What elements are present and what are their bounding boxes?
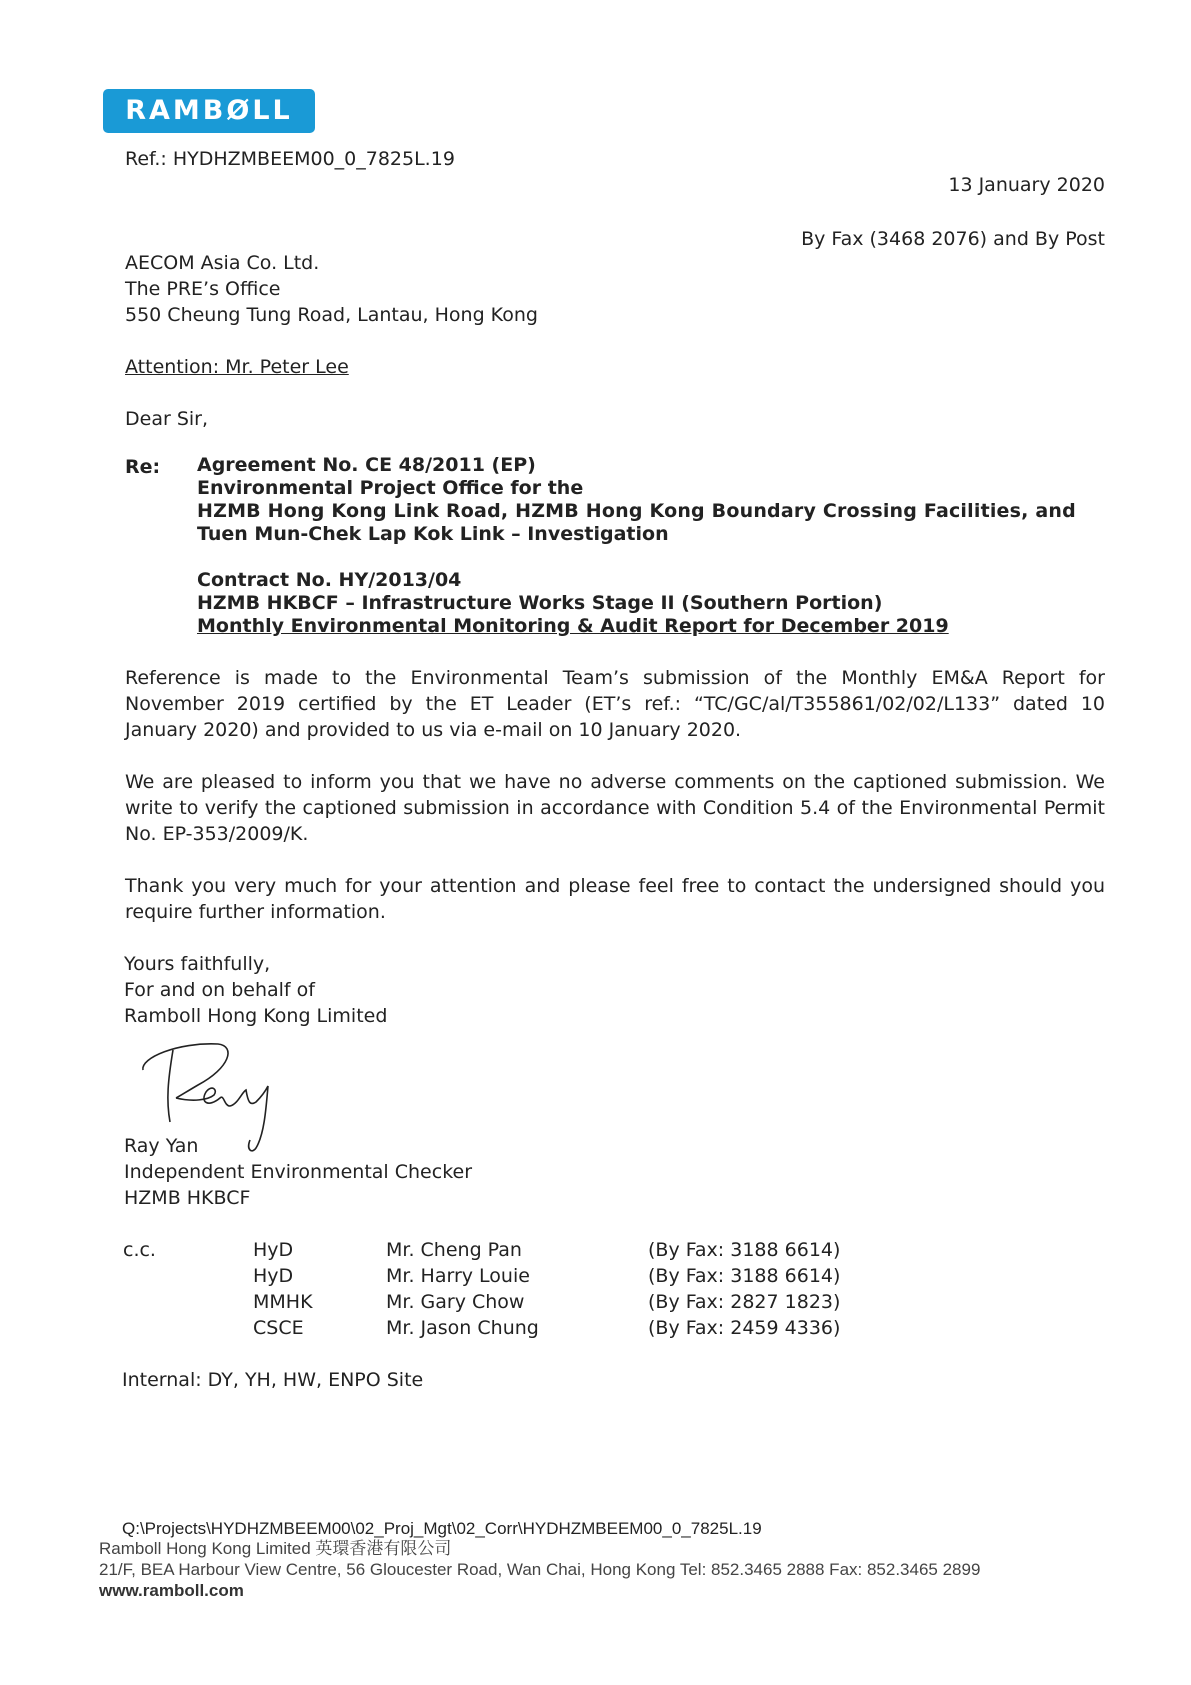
re-label: Re: bbox=[125, 456, 161, 478]
cc-name: Mr. Gary Chow bbox=[386, 1291, 525, 1313]
paragraph-thanks: Thank you very much for your attention and please feel free to contact the undersigned should you require further information. bbox=[125, 875, 1105, 923]
delivery-method: By Fax (3468 2076) and By Post bbox=[801, 228, 1105, 250]
cc-name: Mr. Jason Chung bbox=[386, 1317, 539, 1339]
cc-fax: (By Fax: 3188 6614) bbox=[648, 1265, 841, 1287]
footer-address: 21/F, BEA Harbour View Centre, 56 Gloucester Road, Wan Chai, Hong Kong Tel: 852.3465 2888 Fax: 852.3465 2899 bbox=[99, 1560, 981, 1579]
cc-fax: (By Fax: 3188 6614) bbox=[648, 1239, 841, 1261]
paragraph-reference: Reference is made to the Environmental Team’s submission of the Monthly EM&A Report for November 2019 certified by the ET Leader (ET’s ref.: “TC/GC/al/T355861/02/02/L133” dated 10 January 2020) and provided to us via e-mail on 10 January 2020. bbox=[125, 667, 1105, 741]
recipient-address bbox=[125, 250, 538, 328]
footer-company: Ramboll Hong Kong Limited 英環香港有限公司 bbox=[99, 1539, 452, 1558]
signatory-title: Independent Environmental Checker bbox=[124, 1161, 473, 1183]
cc-org: CSCE bbox=[253, 1317, 304, 1339]
subject-project: HZMB Hong Kong Link Road, HZMB Hong Kong Boundary Crossing Facilities, and bbox=[197, 500, 1076, 522]
cc-org: HyD bbox=[253, 1265, 294, 1287]
subject-office: Environmental Project Office for the bbox=[197, 477, 584, 499]
salutation: Dear Sir, bbox=[125, 408, 209, 430]
paragraph-verification: We are pleased to inform you that we have no adverse comments on the captioned submission. We write to verify the captioned submission in accordance with Condition 5.4 of the Environmental Permit No. EP-353/2009/K. bbox=[125, 771, 1105, 845]
letter-date: 13 January 2020 bbox=[948, 174, 1105, 196]
subject-works: HZMB HKBCF – Infrastructure Works Stage II (Southern Portion) bbox=[197, 592, 883, 614]
reference-number: Ref.: HYDHZMBEEM00_0_7825L.19 bbox=[125, 148, 455, 170]
subject-contract: Contract No. HY/2013/04 bbox=[197, 569, 462, 591]
cc-fax: (By Fax: 2827 1823) bbox=[648, 1291, 841, 1313]
cc-list bbox=[0, 1237, 1191, 1341]
cc-label: c.c. bbox=[123, 1239, 156, 1261]
cc-org: MMHK bbox=[253, 1291, 313, 1313]
subject-report: Monthly Environmental Monitoring & Audit Report for December 2019 bbox=[197, 615, 949, 637]
subject-agreement: Agreement No. CE 48/2011 (EP) bbox=[197, 454, 536, 476]
cc-name: Mr. Cheng Pan bbox=[386, 1239, 522, 1261]
recipient-company: AECOM Asia Co. Ltd. bbox=[125, 252, 320, 274]
cc-fax: (By Fax: 2459 4336) bbox=[648, 1317, 841, 1339]
attention-line: Attention: Mr. Peter Lee bbox=[125, 356, 349, 378]
footer-website: www.ramboll.com bbox=[99, 1581, 244, 1600]
subject-investigation: Tuen Mun-Chek Lap Kok Link – Investigation bbox=[197, 523, 669, 545]
signatory-block bbox=[124, 1133, 472, 1211]
closing-phrase: Yours faithfully, bbox=[124, 953, 271, 975]
cc-name: Mr. Harry Louie bbox=[386, 1265, 530, 1287]
closing-behalf: For and on behalf of bbox=[124, 979, 315, 1001]
file-path: Q:\Projects\HYDHZMBEEM00\02_Proj_Mgt\02_Corr\HYDHZMBEEM00_0_7825L.19 bbox=[122, 1519, 762, 1538]
closing-company: Ramboll Hong Kong Limited bbox=[124, 1005, 388, 1027]
cc-org: HyD bbox=[253, 1239, 294, 1261]
signatory-org: HZMB HKBCF bbox=[124, 1187, 251, 1209]
recipient-office: The PRE’s Office bbox=[125, 278, 281, 300]
signatory-name: Ray Yan bbox=[124, 1135, 199, 1157]
recipient-street: 550 Cheung Tung Road, Lantau, Hong Kong bbox=[125, 304, 538, 326]
internal-distribution: Internal: DY, YH, HW, ENPO Site bbox=[122, 1369, 424, 1391]
company-logo: RAMBØLL bbox=[103, 89, 315, 133]
subject-block bbox=[197, 454, 1105, 638]
closing-block bbox=[124, 951, 387, 1029]
